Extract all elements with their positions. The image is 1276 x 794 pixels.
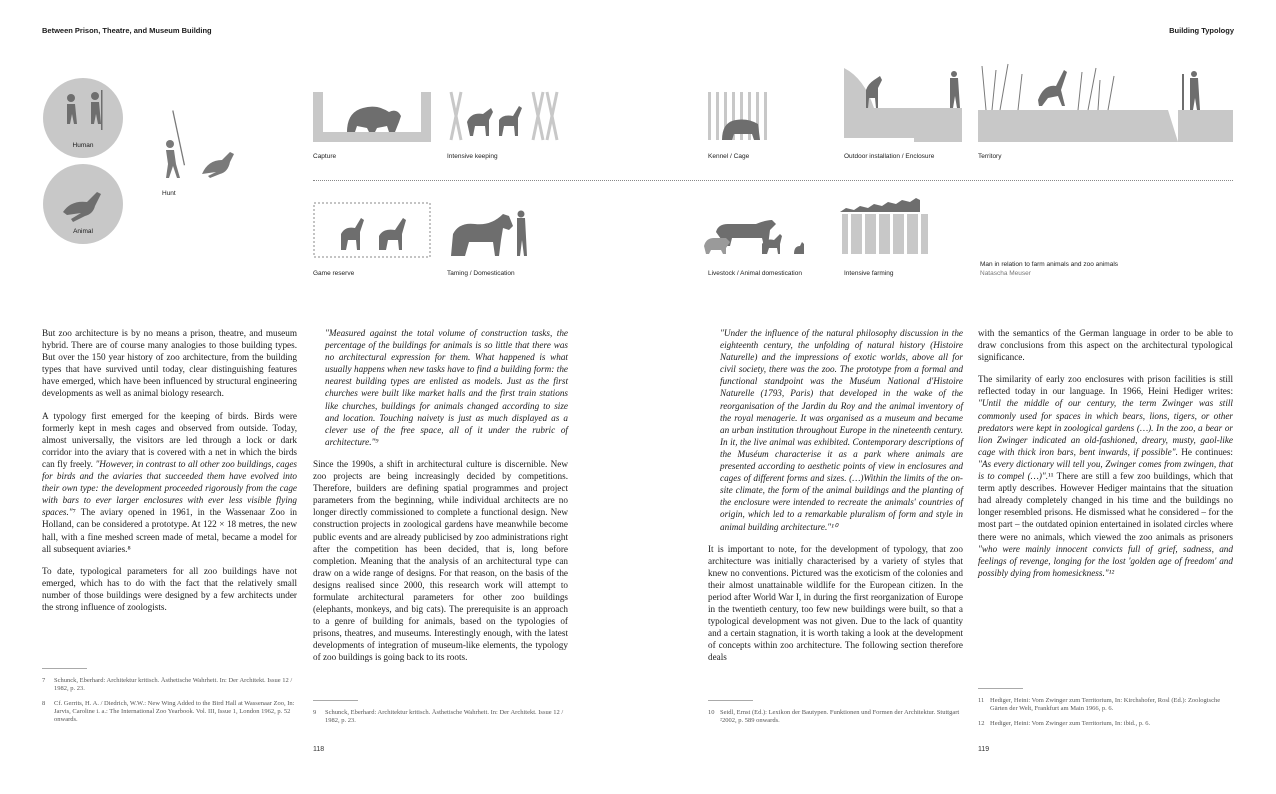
circle-label-animal: Animal (73, 228, 93, 235)
caption-intensive-farming: Intensive farming (844, 270, 894, 277)
page-number-left: 118 (313, 746, 325, 753)
paragraph: The similarity of early zoo enclosures with prison facilities is still reflected today in our language. In 1966, Heini Hediger writes: "Until the middle of our century, the term Zwinger was still commonly used for spaces in which bears, lions, tigers, or other predators were kept in zoological gardens (…). In the zoo, a bear or lion Zwinger indicated an old-fashioned, dreary, musty, gaol-like cage with thick iron bars, bent inwards, if possible". He continues: "As every dictionary will tell you, Zwinger comes from zwingen, that is to compel (…)".¹¹ There are still a few zoo buildings, which that term aptly describes. However Hediger maintains that the situation had already completely changed in his time and the buildings no longer resembled prisons. He dismissed what he considered – for the most part – the outdated opinion entertained in isolated circles where there were no animals, which viewed the zoo animals as prisoners "who were mainly innocent convicts full of grief, sadness, and feelings of revenge, longing for the lost 'golden age of freedom' and possibly dying from homesickness."¹² (978, 374, 1234, 578)
intensive-farming-panel-icon (836, 202, 936, 258)
paragraph: But zoo architecture is by no means a prison, theatre, and museum hybrid. There are of course many analogies to those building types. But over the 150 year history of zoo architecture, from the building types that have survived until today, clear distinguishing features have emerged, which have been influenced by structural engineering developments as well as animal biology research. (42, 328, 297, 399)
territory-panel-icon (978, 60, 1233, 142)
footnote-9: 9 Schunck, Eberhard: Architektur kritisch. Ästhetische Wahrheit. In: Der Architekt. Issue 12 / 1982, p. 23. (313, 709, 564, 725)
hunt-label: Hunt (162, 190, 176, 197)
text-column-1 (42, 327, 297, 623)
footnote-rule (708, 700, 753, 701)
livestock-panel-icon (704, 202, 816, 258)
footnote-rule (42, 668, 87, 669)
paragraph: It is important to note, for the development of typology, that zoo architecture was initially characterised by a variety of styles that knew no conventions. Pictured was the exoticism of the colonies and their almost unattainable wildlife for the European citizen. In the period after World War I, in during the first reorganization of Europe in the twentieth century, too few new buildings were built, so that a typological development was not given. Due to the lack of quantity and a certain stagnation, it is worth taking a look at the development of concepts within zoo architecture. The following section therefore deals (708, 543, 963, 663)
outdoor-enclosure-panel-icon (844, 68, 962, 142)
footnote-10: 10 Seidl, Ernst (Ed.): Lexikon der Bautypen. Funktionen und Formen der Architektur. Stuttgart ²2002, p. 589 onwards. (708, 709, 960, 725)
block-quote: "Measured against the total volume of construction tasks, the percentage of the buildings for animals is so little that there was no architectural expression for them. What happened is what usually happens when new tasks have to find a building form: the nearest building types are enlisted as models. Just as the first churches were built like market halls and the first train stations like churches, buildings for animals changed according to size and location. Touching naivety is just as much displayed as a clever use of the free space, all of it under the rubric of architecture."⁹ (325, 328, 568, 447)
paragraph: Since the 1990s, a shift in architectural culture is discernible. New zoo projects are being increasingly decided by competitions. Therefore, builders are defining spatial programmes and project parameters from the beginning, while individual architects are no longer directly commissioned to complete a functional design. New construction projects in zoological gardens have meanwhile become public events and are already publicised by zoo administrations right after the competition has been decided, that is, long before completion. Meaning that the analysis of an architectural type can draw on a wide range of designs. For that reason, on the basis of the designs realised since 2000, this research work will attempt to formulate architectural parameters for other zoo buildings (elephants, monkeys, and big cats). The prerequisite is an approach to a genre of building for animals, based on the typologies of prisons, theatres, and museums. Interestingly enough, with the latest developments of integration of museum-like elements, the typology of zoo buildings is going back to its roots. (313, 458, 568, 663)
figure-title: Man in relation to farm animals and zoo animals (980, 261, 1119, 268)
caption-capture: Capture (313, 153, 337, 160)
text-column-2 (313, 327, 568, 674)
caption-livestock: Livestock / Animal domestication (708, 270, 802, 277)
text-column-3 (708, 327, 963, 674)
text-column-4 (978, 327, 1233, 589)
intensive-keeping-panel-icon (447, 92, 565, 142)
paragraph: with the semantics of the German language in order to be able to draw conclusions from this aspect on the architectural typological significance. (978, 328, 1233, 363)
running-header-right: Building Typology (1169, 26, 1234, 35)
footnote-rule (313, 700, 358, 701)
paragraph: To date, typological parameters for all zoo buildings have not emerged, which has to do with the fact that the relatively small number of those buildings were designed by a few architects under the strong influence of zoologists. (42, 565, 297, 612)
footnote-7: 7 Schunck, Eberhard: Architektur kritisch. Ästhetische Wahrheit. In: Der Architekt. Issue 12 / 1982, p. 23. (42, 677, 293, 693)
caption-territory: Territory (978, 153, 1002, 160)
footnotes-col4 (978, 688, 1233, 728)
block-quote: "Under the influence of the natural philosophy discussion in the eighteenth century, the unfolding of natural history (Histoire Naturelle) and the impressions of exotic worlds, above all for civil society, there was the zoo. The prototype from a formal and functional standpoint was the Muséum National d'Histoire Naturelle (1793, Paris) that developed in the wake of the reorganisation of the Jardin du Roy and the animal inventory of the royal menagerie. It was organised as a museum and became an urban institution throughout Europe in the nineteenth century. In it, the live animal was exhibited. Contemporary descriptions of the Muséum characterise it as a park where animals are presented according to aesthetic points of view in enclosures and cages of different forms and sizes. (…)Within the limits of the on-site climate, the form of the animal buildings and the planting of the enclosure were intended to recreate the animals' countries of origin, which led to a remarkable pluralism of form and style in animal building architecture."¹⁰ (720, 328, 963, 532)
capture-panel-icon (313, 92, 431, 142)
caption-outdoor-enclosure: Outdoor installation / Enclosure (844, 153, 935, 160)
running-header-left: Between Prison, Theatre, and Museum Building (42, 26, 212, 35)
game-reserve-panel-icon (313, 202, 431, 258)
caption-intensive-keeping: Intensive keeping (447, 153, 498, 160)
footnote-11: 11 Hediger, Heini: Vom Zwinger zum Territorium, In: Kirchshofer, Rosl (Ed.): Zoologische Gärten der Welt, Frankfurt am Main 1966, p. 6. (978, 697, 1221, 713)
hunt-figures-icon (152, 108, 242, 188)
taming-panel-icon (447, 202, 565, 258)
row-divider (313, 180, 1233, 181)
caption-kennel-cage: Kennel / Cage (708, 153, 750, 160)
kennel-cage-panel-icon (708, 92, 768, 142)
paragraph: A typology first emerged for the keeping of birds. Birds were formerly kept in mesh cages and observed from outside. Today, almost universally, the visitors are led through a lock or dark corridor into the aviary that is covered with a net in which the birds can fly freely. "However, in contrast to all other zoo buildings, cages for birds and the aviaries that succeeded them have evolved into their own type: the development proceeded rigorously from the cage with bars to ever larger enclosures with ever less visible flying spaces."⁷ The aviary opened in 1961, in the Wassenaar Zoo in Holland, can be considered a prototype. At 122 × 18 metres, the new hall, with a fine meshed screen made of metal, became a model for all subsequent aviaries.⁸ (42, 410, 298, 554)
page-number-right: 119 (978, 746, 990, 753)
figure-credit: Natascha Meuser (980, 270, 1031, 277)
footnotes-col2 (313, 700, 568, 726)
footnote-rule (978, 688, 1023, 689)
footnote-12: 12 Hediger, Heini: Vom Zwinger zum Territorium, In: ibid., p. 6. (978, 719, 1151, 727)
caption-game-reserve: Game reserve (313, 270, 355, 277)
footnote-8: 8 Cf. Gerrits, H. A. / Diedrich, W.W.: New Wing Added to the Bird Hall at Wassenaar Zoo, In: Jarvis, Caroline i. a.: The International Zoo Yearbook. Vol. III, Issue 1, London 1962, p. 52 onwards. (42, 699, 295, 724)
caption-taming: Taming / Domestication (447, 270, 515, 277)
circle-label-human: Human (72, 142, 94, 149)
footnotes-col3 (708, 700, 963, 726)
footnotes-left (42, 668, 297, 724)
